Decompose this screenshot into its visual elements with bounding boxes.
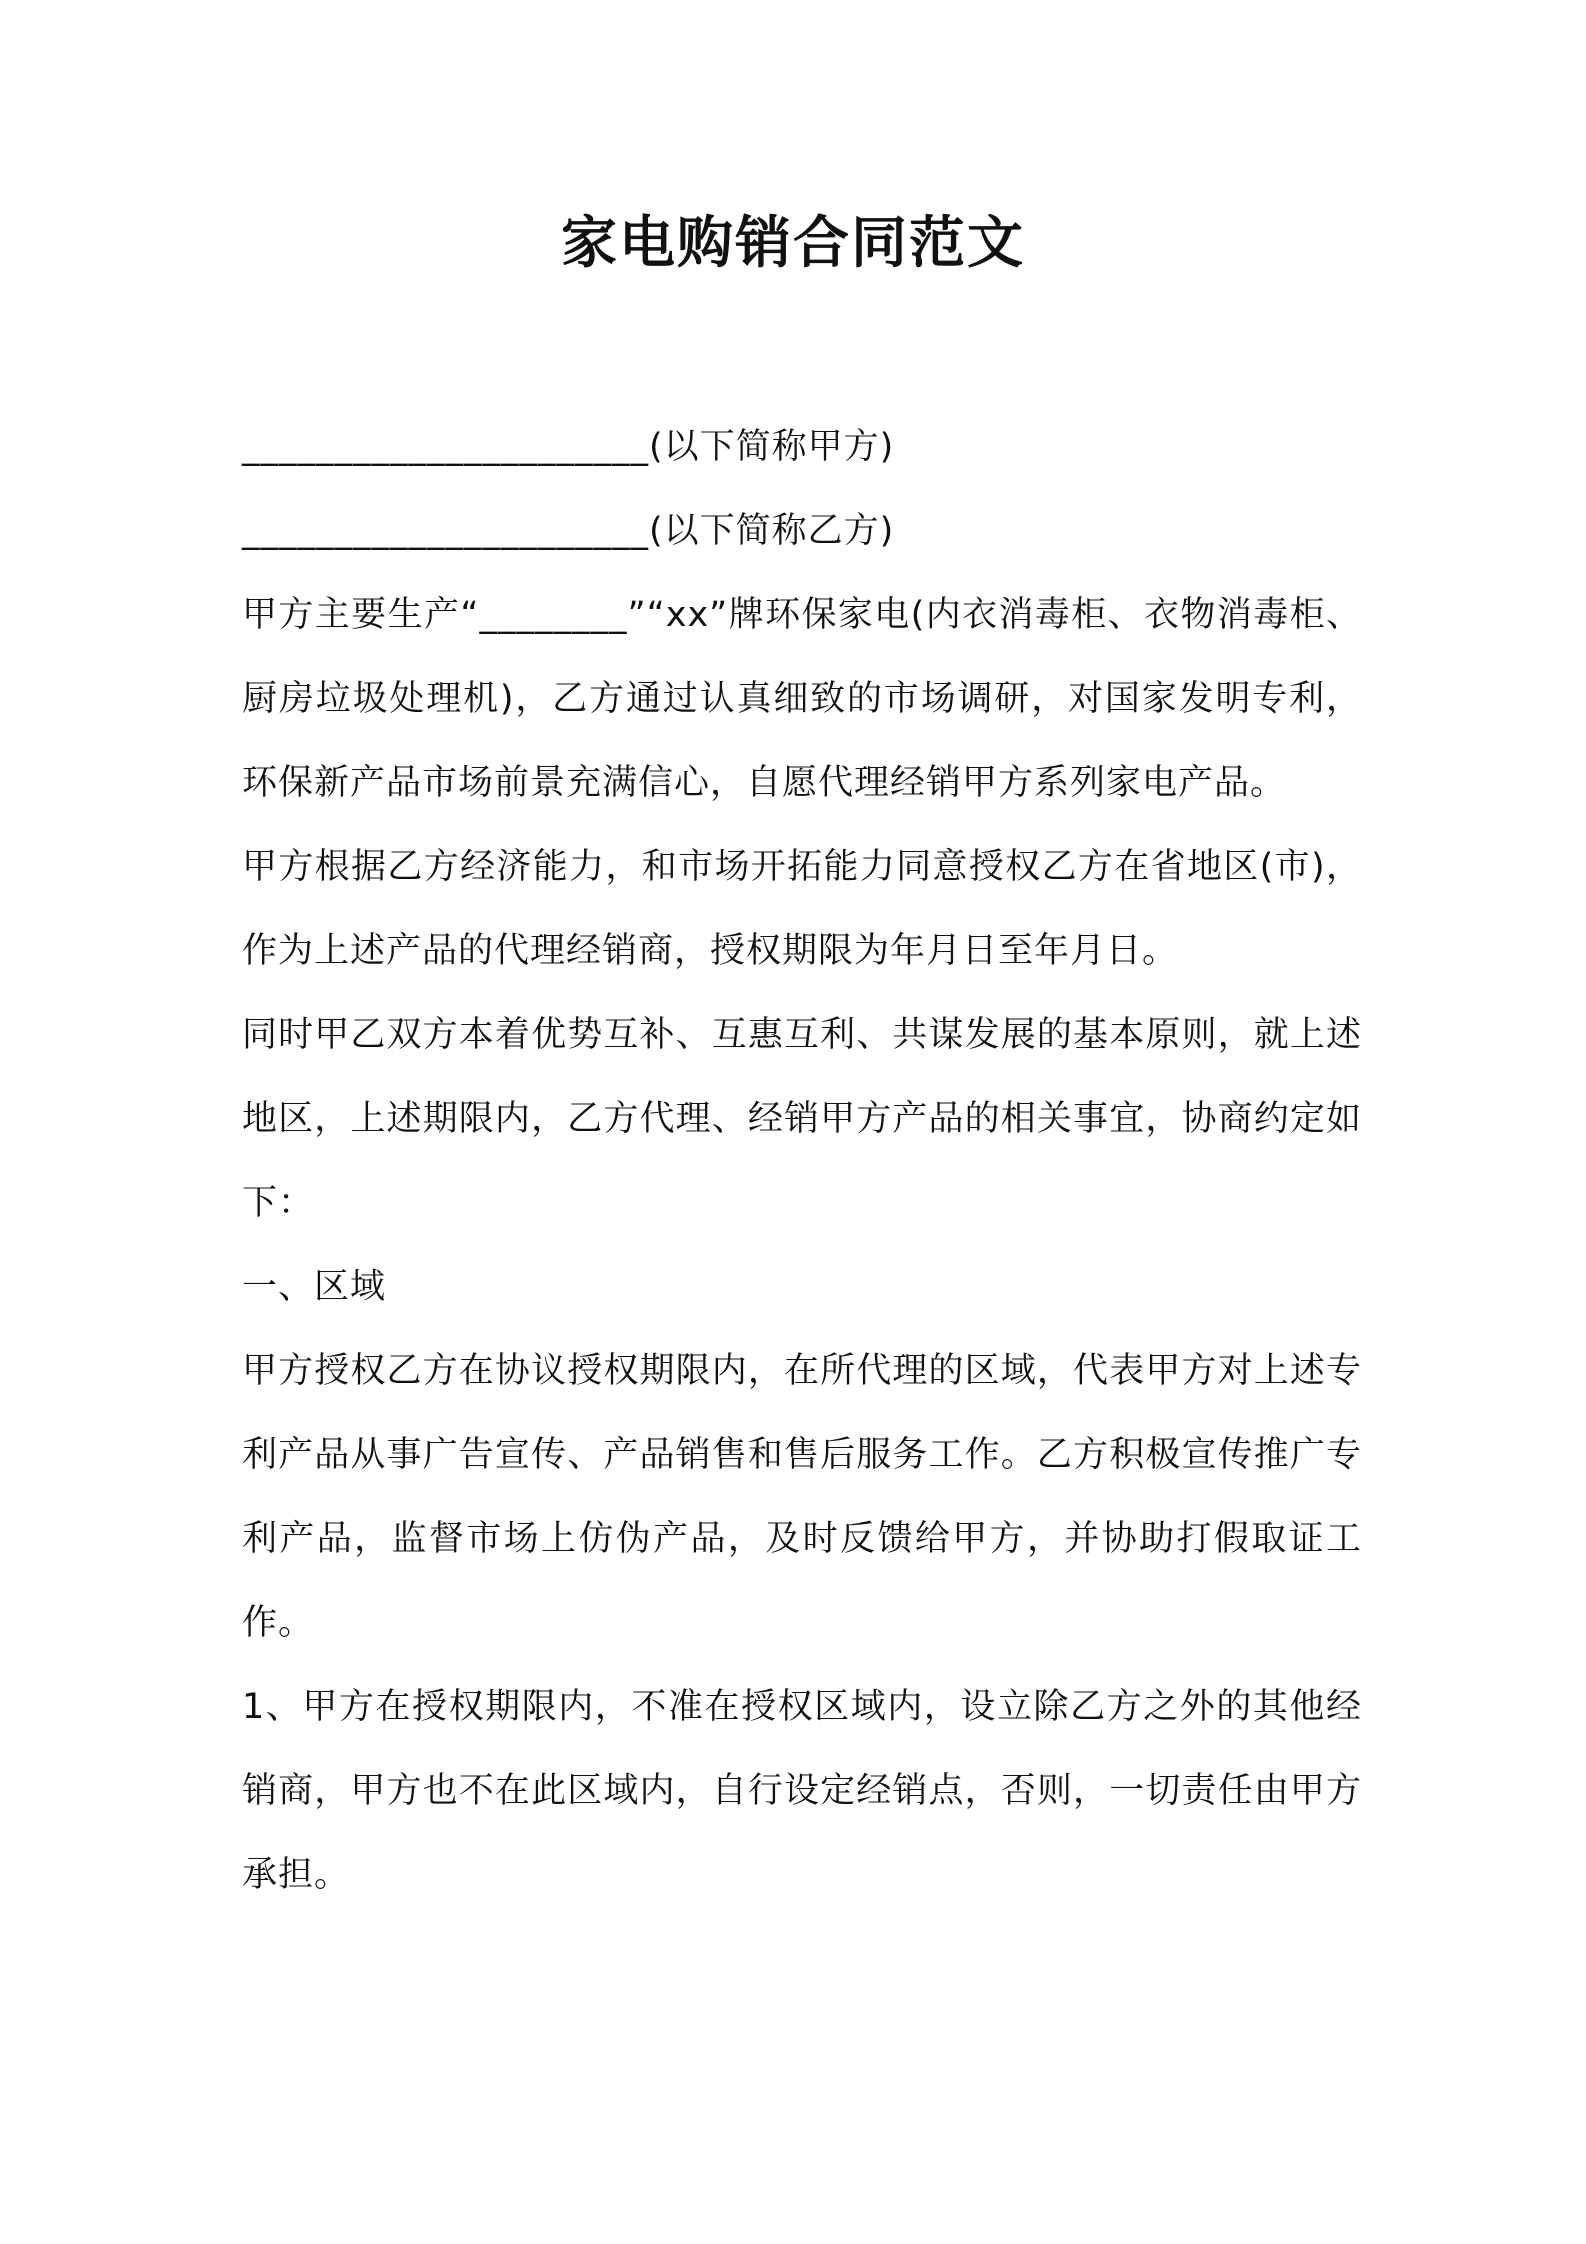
document-body <box>242 405 1362 1917</box>
paragraph-authorization: 甲方根据乙方经济能力，和市场开拓能力同意授权乙方在省地区(市)，作为上述产品的代理经销商，授权期限为年月日至年月日。 <box>242 847 1362 971</box>
paragraph-region-scope: 甲方授权乙方在协议授权期限内，在所代理的区域，代表甲方对上述专利产品从事广告宣传、产品销售和售后服务工作。乙方积极宣传推广专利产品，监督市场上仿伪产品，及时反馈给甲方，并协助打假取证工作。 <box>242 1351 1362 1643</box>
clause-1: 1、甲方在授权期限内，不准在授权区域内，设立除乙方之外的其他经销商，甲方也不在此区域内，自行设定经销点，否则，一切责任由甲方承担。 <box>242 1687 1362 1895</box>
paragraph-intro: 甲方主要生产“________”“xx”牌环保家电(内衣消毒柜、衣物消毒柜、厨房垃圾处理机)，乙方通过认真细致的市场调研，对国家发明专利，环保新产品市场前景充满信心，自愿代理经销甲方系列家电产品。 <box>242 595 1362 803</box>
document-title: 家电购销合同范文 <box>561 211 1025 276</box>
party-b-line: ______________________(以下简称乙方) <box>242 511 895 551</box>
party-a-line: ______________________(以下简称甲方) <box>242 427 895 467</box>
section-heading-region: 一、区域 <box>242 1267 387 1307</box>
paragraph-principles: 同时甲乙双方本着优势互补、互惠互利、共谋发展的基本原则，就上述地区，上述期限内，乙方代理、经销甲方产品的相关事宜，协商约定如下： <box>242 1015 1362 1223</box>
